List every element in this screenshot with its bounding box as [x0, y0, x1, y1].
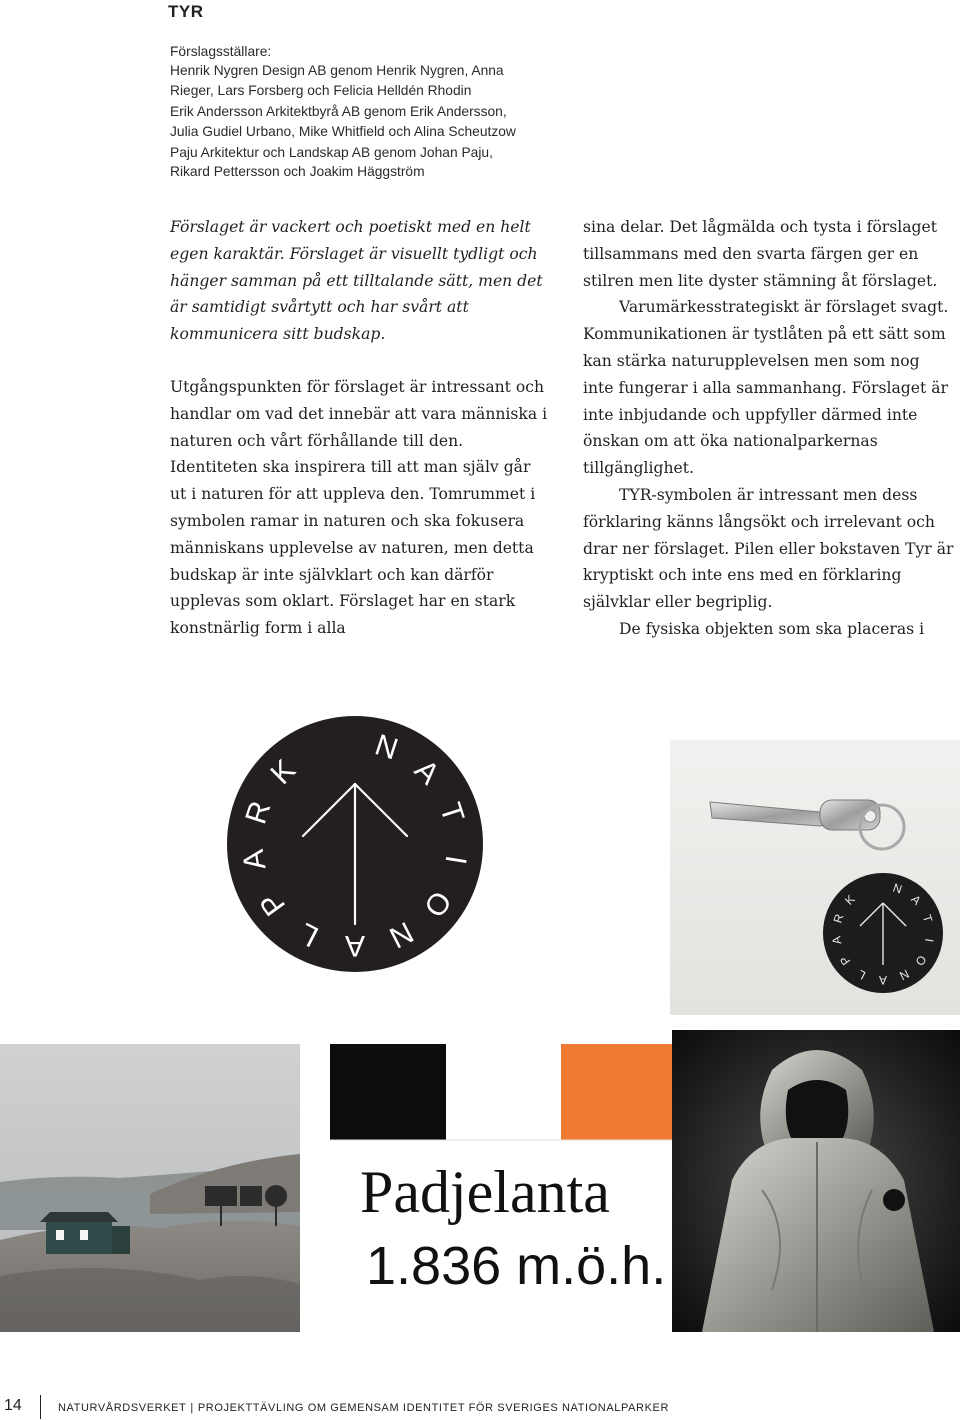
jacket-photo [672, 1030, 960, 1332]
medallion-letter: P [837, 953, 854, 968]
keychain-photo [670, 740, 960, 1015]
credits-line: Rieger, Lars Forsberg och Felicia Helldén Rhodin [170, 82, 472, 98]
page-footer [0, 1395, 960, 1419]
emblem-letter: P [253, 885, 293, 922]
medallion-letter: A [878, 972, 888, 987]
emblem-letter: T [433, 798, 471, 827]
emblem-letter: A [344, 929, 366, 963]
footer-organization: NATURVÅRDSVERKET [58, 1402, 187, 1414]
medallion-letter: K [842, 892, 858, 908]
emblem-letter: R [239, 797, 278, 829]
medallion-letter: N [891, 880, 904, 897]
credits-group [170, 102, 560, 141]
body-paragraph: De fysiska objekten som ska placeras i [619, 619, 925, 638]
credits-line: Henrik Nygren Design AB genom Henrik Nygren, Anna [170, 63, 504, 79]
logo-name: Padjelanta [360, 1159, 610, 1225]
medallion-letter: R [830, 912, 847, 925]
emblem-letter: A [236, 847, 273, 873]
section-title: TYR [168, 2, 204, 21]
left-column [170, 374, 550, 642]
credits-line: Paju Arkitektur och Landskap AB genom Johan Paju, [170, 145, 493, 161]
nationalpark-emblem [225, 714, 485, 974]
coast-photo [0, 1044, 300, 1332]
body-paragraph: Utgångspunkten för förslaget är intressant och handlar om vad det innebär att vara människa i naturen och vårt förhållande till den. Identiteten ska inspirera till att man själv går ut i naturen för att uppleva den. Tomrummet i symbolen ramar in naturen och ska fokusera människans upplevelse av naturen, men detta budskap är inte självklart och kan därför upplevas som oklart. Förslaget har en stark konstnärlig form i alla [170, 378, 548, 638]
body-paragraph: sina delar. Det lågmälda och tysta i förslaget tillsammans med den svarta färgen ger en stilren men lite dyster stämning åt förslaget. [583, 218, 938, 290]
lead-paragraph: Förslaget är vackert och poetiskt med en helt egen karaktär. Förslaget är visuellt tydligt och hänger samman på ett tilltalande sätt, men det är samtidigt svårtytt och har svårt att kommunicera sitt budskap. [170, 218, 543, 344]
credits-line: Julia Gudiel Urbano, Mike Whitfield och Alina Scheutzow [170, 123, 516, 139]
medallion-letter: O [912, 952, 930, 969]
right-column [583, 214, 955, 643]
credits-label: Förslagsställare: [170, 44, 272, 59]
medallion-letter: A [908, 892, 924, 908]
footer-separator: | [190, 1402, 194, 1414]
emblem-letter: N [370, 728, 402, 767]
credits-block [170, 42, 560, 184]
medallion-letter: L [855, 966, 868, 983]
footer-divider [40, 1395, 41, 1419]
emblem-letter: N [383, 914, 419, 955]
padjelanta-sign [330, 1044, 676, 1332]
medallion-letter: I [922, 937, 937, 944]
emblem-letter: A [408, 753, 446, 791]
emblem-letter: O [416, 884, 458, 923]
credits-line: Erik Andersson Arkitektbyrå AB genom Erik Andersson, [170, 104, 507, 120]
credits-line: Rikard Pettersson och Joakim Häggström [170, 164, 425, 180]
medallion-letter: A [829, 935, 845, 946]
medallion-letter: N [897, 966, 912, 983]
body-paragraph: Varumärkesstrategiskt är förslaget svagt. Kommunikationen är tystlåten på ett sätt som kan stärka naturupplevelsen men som nog inte fungerar i alla sammanhang. Förslaget är inte inbjudande och uppfyller därmed inte önskan om att öka nationalparkernas tillgänglighet. [583, 298, 949, 478]
flag-stripe-black [330, 1044, 446, 1140]
body-paragraph: TYR-symbolen är intressant men dess förklaring känns långsökt och irrelevant och drar ner förslaget. Pilen eller bokstaven Tyr är kryptiskt och inte ens med en förklaring självklar eller begriplig. [583, 485, 954, 612]
page-number: 14 [4, 1397, 22, 1414]
credits-group [170, 143, 560, 182]
flag-stripe-orange [561, 1044, 676, 1140]
flag-graphic [330, 1044, 676, 1332]
medallion-letter: T [919, 912, 936, 925]
footer-text [58, 1402, 669, 1414]
emblem-letter: L [293, 916, 324, 953]
logo-altitude: 1.836 m.ö.h. [366, 1236, 667, 1296]
footer-document: PROJEKTTÄVLING OM GEMENSAM IDENTITET FÖR SVERIGES NATIONALPARKER [197, 1402, 669, 1414]
emblem-letter: K [264, 753, 302, 791]
emblem-letter: I [438, 853, 473, 867]
credits-group [170, 61, 560, 100]
flag-stripe-white [446, 1044, 561, 1140]
